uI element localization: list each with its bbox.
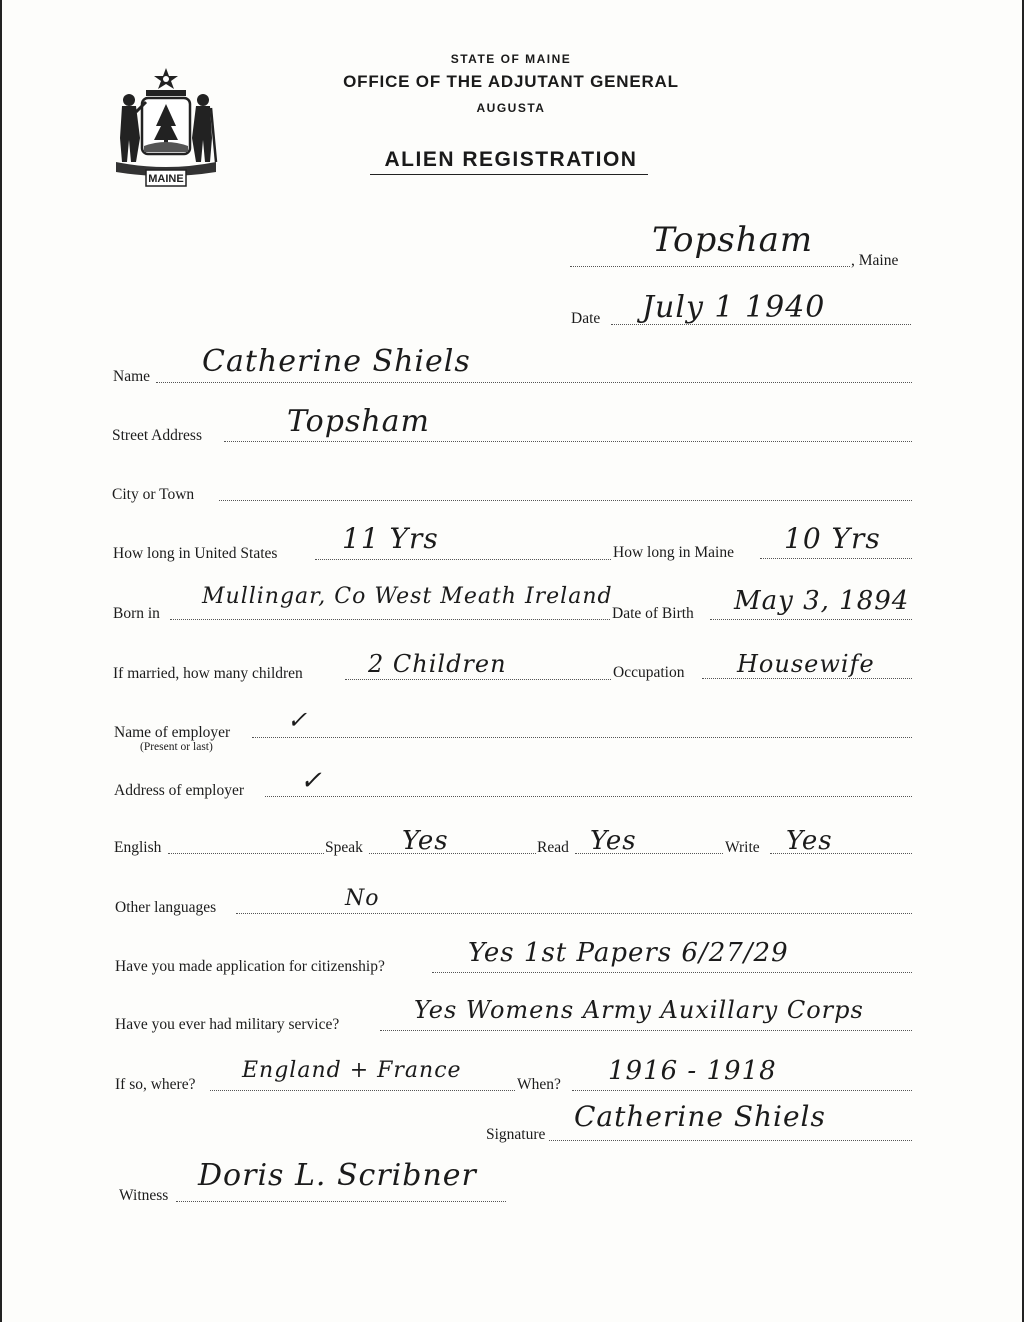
born-in-value: Mullingar, Co West Meath Ireland	[202, 584, 613, 609]
street-address-field-line	[224, 441, 912, 442]
where-value: England + France	[242, 1058, 462, 1083]
read-value: Yes	[590, 826, 637, 856]
born-in-label: Born in	[113, 605, 160, 622]
military-field-line	[380, 1030, 912, 1031]
citizenship-value: Yes 1st Papers 6/27/29	[468, 938, 789, 968]
other-languages-field-line	[236, 913, 912, 914]
write-label: Write	[725, 839, 760, 856]
speak-value: Yes	[402, 826, 449, 856]
title-underline	[370, 174, 648, 175]
witness-label: Witness	[119, 1187, 169, 1204]
occupation-label: Occupation	[613, 664, 685, 681]
how-long-us-label: How long in United States	[113, 545, 278, 562]
speak-field-line	[369, 853, 536, 854]
street-address-label: Street Address	[112, 427, 202, 444]
name-value: Catherine Shiels	[202, 344, 471, 379]
signature-field-line	[549, 1140, 912, 1141]
read-label: Read	[537, 839, 569, 856]
occupation-value: Housewife	[737, 650, 875, 678]
when-value: 1916 - 1918	[608, 1056, 777, 1086]
name-label: Name	[113, 368, 151, 385]
military-label: Have you ever had military service?	[115, 1016, 340, 1033]
date-of-birth-value: May 3, 1894	[734, 586, 910, 616]
signature-value: Catherine Shiels	[574, 1100, 826, 1133]
date-value: July 1 1940	[642, 290, 826, 325]
city-town-field-line	[219, 500, 912, 501]
how-long-maine-value: 10 Yrs	[784, 522, 881, 555]
witness-field-line	[176, 1201, 506, 1202]
english-field-line	[168, 853, 324, 854]
city-heading: AUGUSTA	[476, 101, 546, 115]
how-long-maine-label: How long in Maine	[613, 544, 734, 561]
married-children-label: If married, how many children	[113, 665, 303, 682]
date-of-birth-label: Date of Birth	[612, 605, 694, 622]
name-of-employer-value: ✓	[287, 706, 309, 734]
address-of-employer-field-line	[265, 796, 912, 797]
occupation-field-line	[702, 678, 912, 679]
town-value: Topsham	[652, 220, 814, 260]
date-label: Date	[571, 310, 601, 327]
citizenship-label: Have you made application for citizenship?	[115, 958, 385, 975]
present-or-last-note: (Present or last)	[140, 741, 213, 753]
other-languages-value: No	[345, 886, 380, 911]
how-long-us-value: 11 Yrs	[342, 522, 439, 555]
children-value: 2 Children	[368, 650, 507, 678]
street-address-value: Topsham	[287, 404, 430, 439]
address-of-employer-value: ✓	[300, 766, 323, 796]
where-field-line	[210, 1090, 515, 1091]
when-label: When?	[517, 1076, 561, 1093]
maine-suffix-label: , Maine	[851, 252, 899, 269]
city-town-label: City or Town	[112, 486, 195, 503]
english-label: English	[114, 839, 162, 856]
name-of-employer-field-line	[252, 737, 912, 738]
address-of-employer-label: Address of employer	[114, 782, 244, 799]
seal-banner-text: MAINE	[148, 173, 184, 185]
citizenship-field-line	[432, 972, 912, 973]
office-heading: OFFICE OF THE ADJUTANT GENERAL	[343, 72, 679, 91]
how-long-maine-field-line	[760, 558, 912, 559]
form-title: ALIEN REGISTRATION	[384, 148, 638, 171]
state-heading: STATE OF MAINE	[450, 52, 572, 66]
other-languages-label: Other languages	[115, 899, 217, 916]
when-field-line	[572, 1090, 912, 1091]
name-of-employer-label: Name of employer	[114, 724, 231, 741]
date-of-birth-field-line	[710, 619, 912, 620]
children-field-line	[345, 679, 611, 680]
military-value: Yes Womens Army Auxillary Corps	[414, 996, 864, 1024]
if-so-where-label: If so, where?	[115, 1076, 196, 1093]
write-value: Yes	[786, 826, 833, 856]
signature-label: Signature	[486, 1126, 546, 1143]
speak-label: Speak	[325, 839, 363, 856]
how-long-us-field-line	[315, 559, 611, 560]
witness-value: Doris L. Scribner	[198, 1158, 477, 1193]
born-in-field-line	[170, 619, 610, 620]
town-field-line	[570, 266, 850, 267]
name-field-line	[156, 382, 912, 383]
